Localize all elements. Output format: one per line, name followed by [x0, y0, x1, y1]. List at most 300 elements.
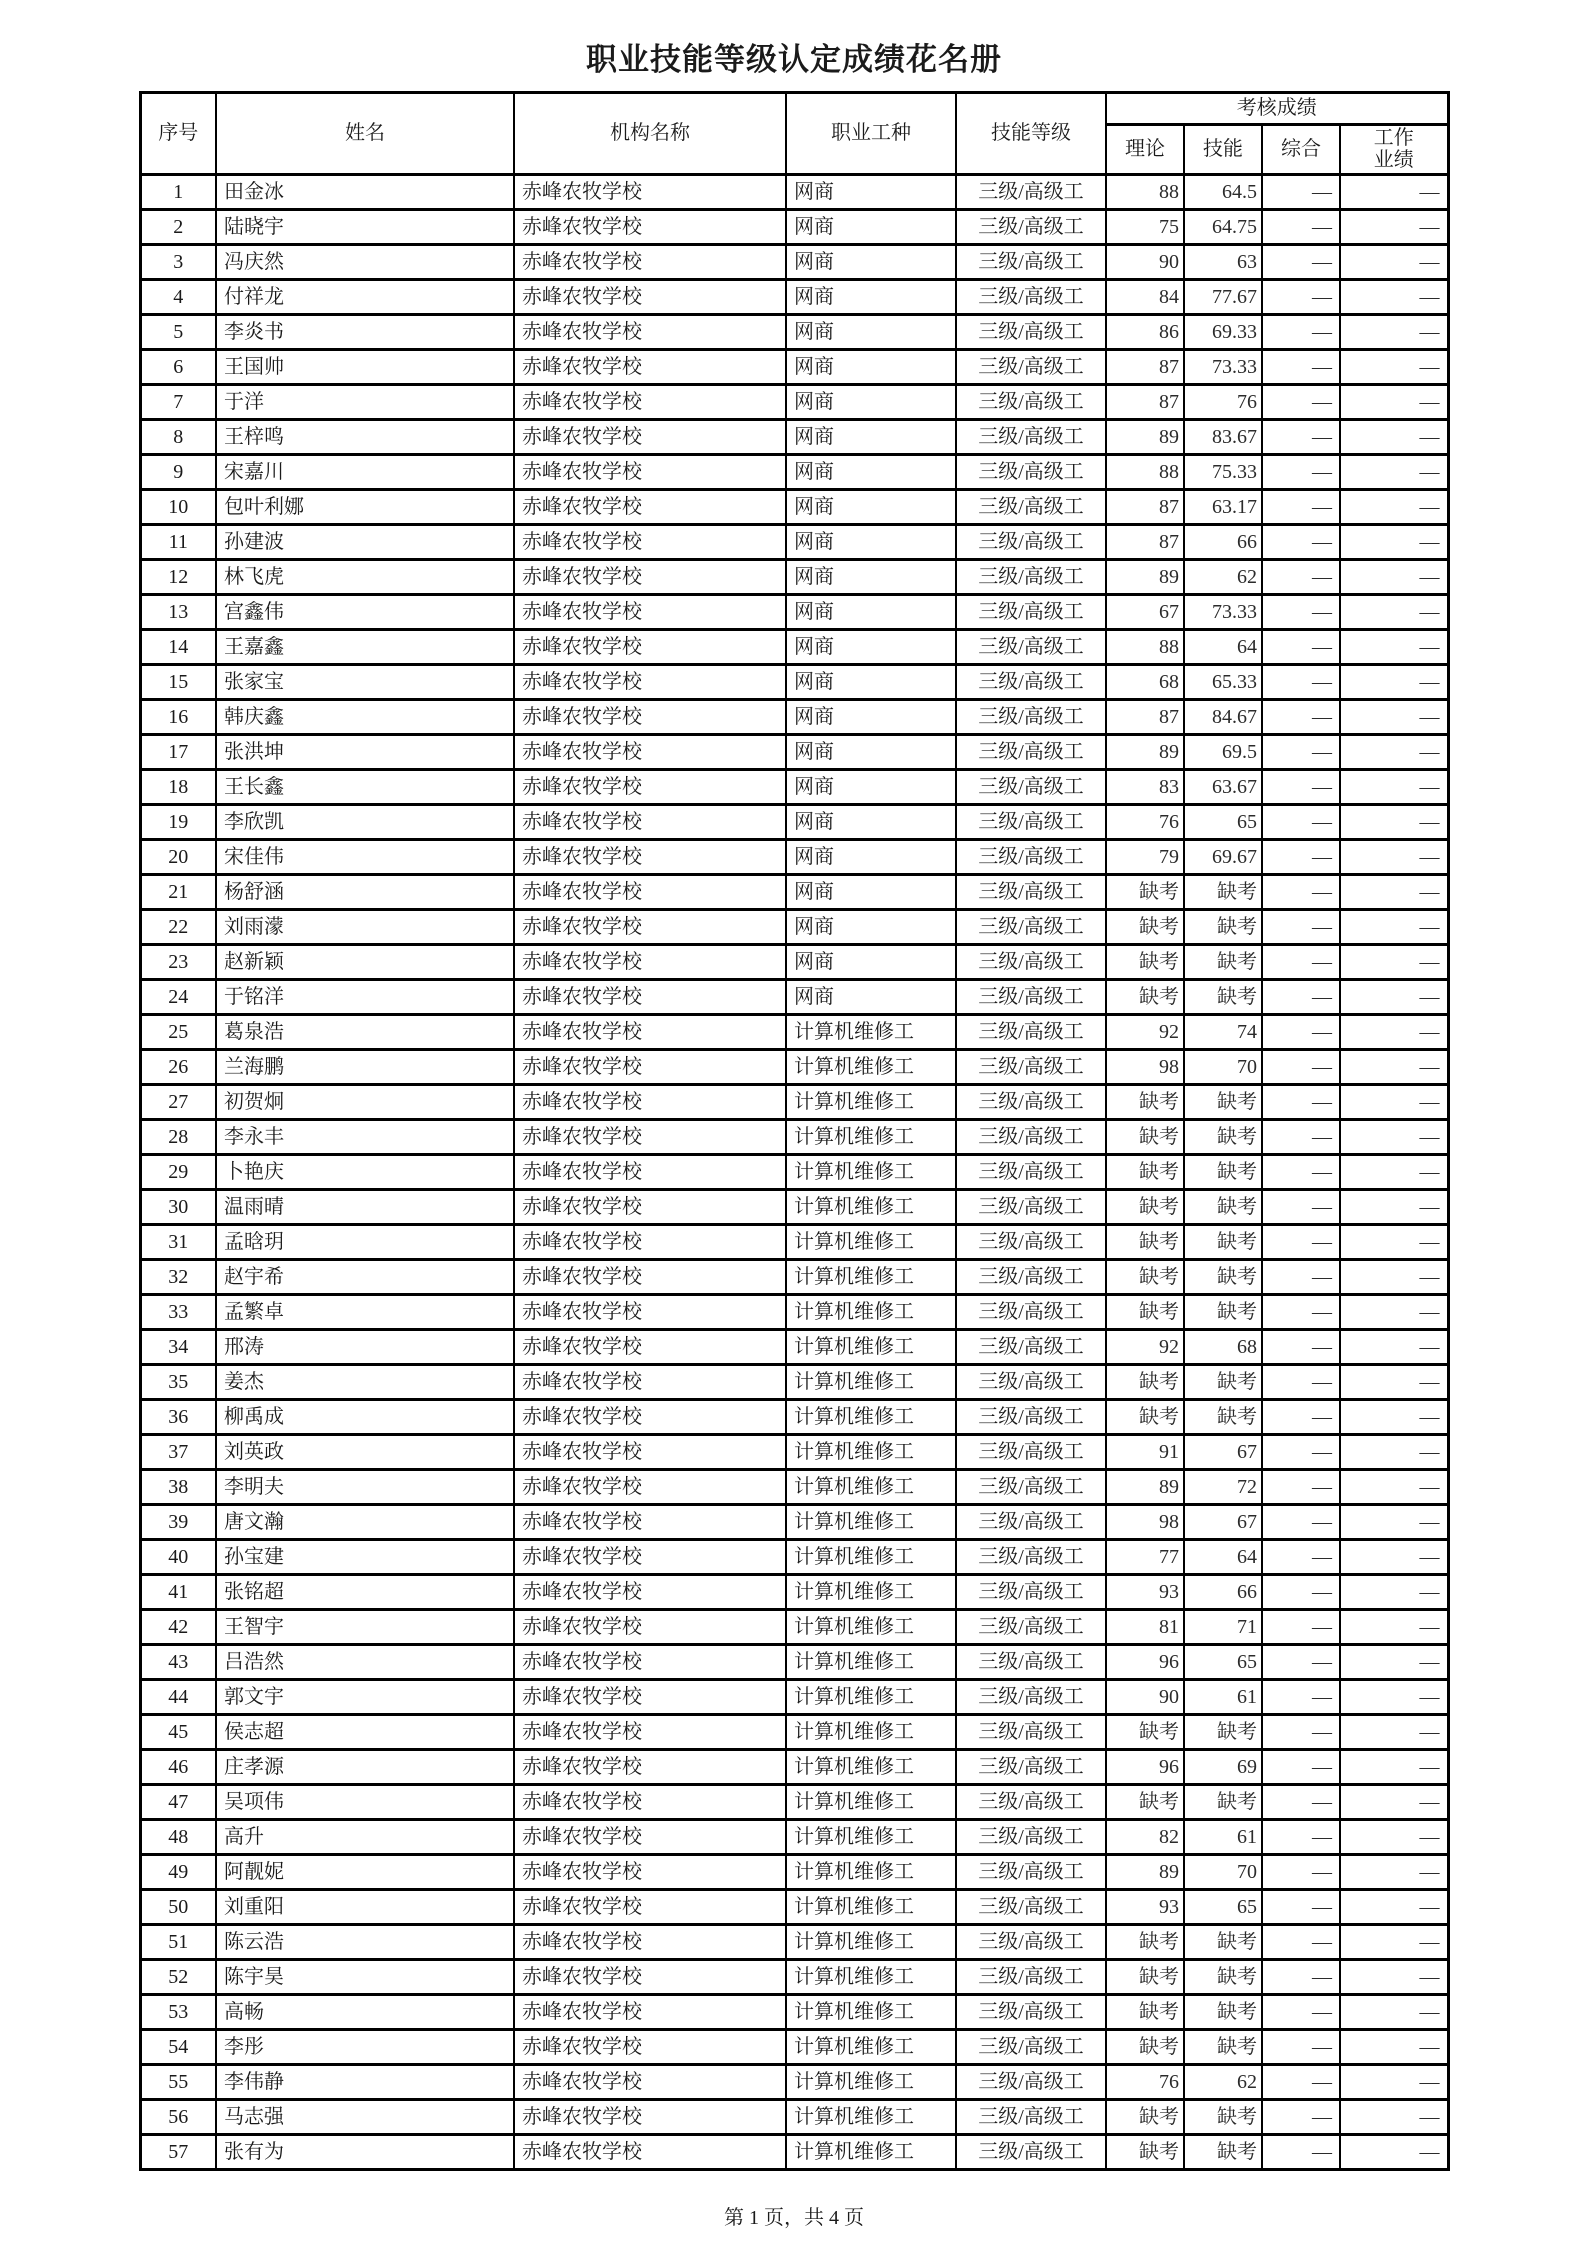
cell-work-performance: — — [1340, 665, 1448, 700]
header-work-performance-label: 工作业绩 — [1373, 127, 1414, 171]
cell-skill: 缺考 — [1184, 980, 1262, 1015]
cell-comprehensive: — — [1262, 1750, 1340, 1785]
cell-occupation: 网商 — [786, 945, 956, 980]
cell-theory: 92 — [1106, 1330, 1184, 1365]
cell-work-performance: — — [1340, 700, 1448, 735]
cell-comprehensive: — — [1262, 420, 1340, 455]
table-row — [140, 350, 1448, 385]
cell-level: 三级/高级工 — [956, 1575, 1106, 1610]
cell-institution: 赤峰农牧学校 — [514, 630, 786, 665]
cell-skill: 64.5 — [1184, 175, 1262, 210]
header-theory: 理论 — [1106, 125, 1184, 175]
cell-index: 32 — [140, 1260, 216, 1295]
cell-comprehensive: — — [1262, 1190, 1340, 1225]
cell-comprehensive: — — [1262, 1505, 1340, 1540]
cell-comprehensive: — — [1262, 385, 1340, 420]
cell-comprehensive: — — [1262, 175, 1340, 210]
cell-theory: 缺考 — [1106, 2135, 1184, 2170]
cell-institution: 赤峰农牧学校 — [514, 1610, 786, 1645]
cell-name: 王国帅 — [216, 350, 514, 385]
cell-name: 张铭超 — [216, 1575, 514, 1610]
cell-work-performance: — — [1340, 1050, 1448, 1085]
cell-institution: 赤峰农牧学校 — [514, 1225, 786, 1260]
cell-name: 付祥龙 — [216, 280, 514, 315]
cell-level: 三级/高级工 — [956, 1820, 1106, 1855]
cell-name: 于洋 — [216, 385, 514, 420]
cell-occupation: 计算机维修工 — [786, 1295, 956, 1330]
cell-theory: 82 — [1106, 1820, 1184, 1855]
cell-index: 33 — [140, 1295, 216, 1330]
cell-name: 李永丰 — [216, 1120, 514, 1155]
table-row — [140, 420, 1448, 455]
cell-institution: 赤峰农牧学校 — [514, 280, 786, 315]
cell-work-performance: — — [1340, 175, 1448, 210]
cell-institution: 赤峰农牧学校 — [514, 875, 786, 910]
table-row — [140, 210, 1448, 245]
cell-institution: 赤峰农牧学校 — [514, 1680, 786, 1715]
cell-theory: 86 — [1106, 315, 1184, 350]
cell-institution: 赤峰农牧学校 — [514, 840, 786, 875]
cell-level: 三级/高级工 — [956, 1050, 1106, 1085]
cell-name: 宋嘉川 — [216, 455, 514, 490]
cell-comprehensive: — — [1262, 805, 1340, 840]
cell-theory: 88 — [1106, 175, 1184, 210]
cell-institution: 赤峰农牧学校 — [514, 1015, 786, 1050]
table-row — [140, 1120, 1448, 1155]
cell-occupation: 计算机维修工 — [786, 1435, 956, 1470]
cell-work-performance: — — [1340, 1015, 1448, 1050]
cell-name: 吴项伟 — [216, 1785, 514, 1820]
page-title: 职业技能等级认定成绩花名册 — [586, 42, 1002, 77]
cell-theory: 缺考 — [1106, 1225, 1184, 1260]
cell-institution: 赤峰农牧学校 — [514, 665, 786, 700]
cell-occupation: 网商 — [786, 455, 956, 490]
table-row — [140, 385, 1448, 420]
cell-comprehensive: — — [1262, 1330, 1340, 1365]
cell-work-performance: — — [1340, 1925, 1448, 1960]
cell-name: 卜艳庆 — [216, 1155, 514, 1190]
cell-comprehensive: — — [1262, 840, 1340, 875]
cell-institution: 赤峰农牧学校 — [514, 245, 786, 280]
cell-theory: 79 — [1106, 840, 1184, 875]
cell-comprehensive: — — [1262, 1645, 1340, 1680]
cell-theory: 缺考 — [1106, 1715, 1184, 1750]
cell-level: 三级/高级工 — [956, 455, 1106, 490]
cell-name: 李彤 — [216, 2030, 514, 2065]
cell-index: 40 — [140, 1540, 216, 1575]
header-occupation: 职业工种 — [786, 93, 956, 175]
cell-comprehensive: — — [1262, 1470, 1340, 1505]
cell-work-performance: — — [1340, 630, 1448, 665]
cell-name: 姜杰 — [216, 1365, 514, 1400]
cell-comprehensive: — — [1262, 875, 1340, 910]
cell-comprehensive: — — [1262, 2065, 1340, 2100]
cell-occupation: 计算机维修工 — [786, 1470, 956, 1505]
cell-level: 三级/高级工 — [956, 875, 1106, 910]
cell-occupation: 计算机维修工 — [786, 1225, 956, 1260]
cell-institution: 赤峰农牧学校 — [514, 490, 786, 525]
cell-institution: 赤峰农牧学校 — [514, 1085, 786, 1120]
cell-index: 23 — [140, 945, 216, 980]
cell-institution: 赤峰农牧学校 — [514, 1540, 786, 1575]
cell-name: 宫鑫伟 — [216, 595, 514, 630]
cell-comprehensive: — — [1262, 350, 1340, 385]
cell-comprehensive: — — [1262, 1855, 1340, 1890]
cell-theory: 83 — [1106, 770, 1184, 805]
cell-theory: 67 — [1106, 595, 1184, 630]
cell-occupation: 网商 — [786, 315, 956, 350]
table-row — [140, 2100, 1448, 2135]
cell-index: 29 — [140, 1155, 216, 1190]
cell-theory: 缺考 — [1106, 1995, 1184, 2030]
cell-institution: 赤峰农牧学校 — [514, 1295, 786, 1330]
cell-skill: 65.33 — [1184, 665, 1262, 700]
cell-comprehensive: — — [1262, 1155, 1340, 1190]
cell-level: 三级/高级工 — [956, 525, 1106, 560]
cell-comprehensive: — — [1262, 2100, 1340, 2135]
cell-institution: 赤峰农牧学校 — [514, 175, 786, 210]
cell-comprehensive: — — [1262, 945, 1340, 980]
table-row — [140, 1400, 1448, 1435]
cell-index: 56 — [140, 2100, 216, 2135]
header-row-group — [140, 93, 1448, 125]
cell-name: 包叶利娜 — [216, 490, 514, 525]
cell-work-performance: — — [1340, 490, 1448, 525]
cell-index: 43 — [140, 1645, 216, 1680]
table-row — [140, 1995, 1448, 2030]
cell-work-performance: — — [1340, 1295, 1448, 1330]
cell-name: 李欣凯 — [216, 805, 514, 840]
cell-index: 3 — [140, 245, 216, 280]
cell-theory: 缺考 — [1106, 1785, 1184, 1820]
cell-institution: 赤峰农牧学校 — [514, 1995, 786, 2030]
cell-institution: 赤峰农牧学校 — [514, 1855, 786, 1890]
cell-theory: 缺考 — [1106, 1155, 1184, 1190]
table-row — [140, 560, 1448, 595]
cell-name: 田金冰 — [216, 175, 514, 210]
cell-comprehensive: — — [1262, 980, 1340, 1015]
cell-work-performance: — — [1340, 1330, 1448, 1365]
cell-theory: 88 — [1106, 455, 1184, 490]
cell-index: 20 — [140, 840, 216, 875]
cell-theory: 75 — [1106, 210, 1184, 245]
cell-skill: 71 — [1184, 1610, 1262, 1645]
cell-work-performance: — — [1340, 595, 1448, 630]
cell-work-performance: — — [1340, 1645, 1448, 1680]
cell-work-performance: — — [1340, 1750, 1448, 1785]
cell-theory: 87 — [1106, 350, 1184, 385]
cell-occupation: 计算机维修工 — [786, 2135, 956, 2170]
cell-level: 三级/高级工 — [956, 700, 1106, 735]
cell-occupation: 计算机维修工 — [786, 1050, 956, 1085]
cell-index: 47 — [140, 1785, 216, 1820]
cell-comprehensive: — — [1262, 1120, 1340, 1155]
cell-institution: 赤峰农牧学校 — [514, 770, 786, 805]
cell-institution: 赤峰农牧学校 — [514, 2100, 786, 2135]
cell-work-performance: — — [1340, 2100, 1448, 2135]
cell-level: 三级/高级工 — [956, 945, 1106, 980]
cell-comprehensive: — — [1262, 560, 1340, 595]
cell-occupation: 计算机维修工 — [786, 1155, 956, 1190]
cell-skill: 63.17 — [1184, 490, 1262, 525]
cell-skill: 缺考 — [1184, 1365, 1262, 1400]
cell-name: 吕浩然 — [216, 1645, 514, 1680]
cell-occupation: 网商 — [786, 280, 956, 315]
cell-occupation: 计算机维修工 — [786, 1925, 956, 1960]
cell-occupation: 网商 — [786, 350, 956, 385]
table-row — [140, 1540, 1448, 1575]
cell-index: 54 — [140, 2030, 216, 2065]
cell-skill: 缺考 — [1184, 2030, 1262, 2065]
cell-comprehensive: — — [1262, 1400, 1340, 1435]
cell-comprehensive: — — [1262, 1785, 1340, 1820]
cell-skill: 缺考 — [1184, 1715, 1262, 1750]
cell-occupation: 网商 — [786, 910, 956, 945]
cell-index: 53 — [140, 1995, 216, 2030]
cell-comprehensive: — — [1262, 525, 1340, 560]
cell-index: 46 — [140, 1750, 216, 1785]
cell-level: 三级/高级工 — [956, 1120, 1106, 1155]
cell-name: 赵新颖 — [216, 945, 514, 980]
cell-work-performance: — — [1340, 735, 1448, 770]
cell-level: 三级/高级工 — [956, 1680, 1106, 1715]
cell-skill: 76 — [1184, 385, 1262, 420]
cell-comprehensive: — — [1262, 1365, 1340, 1400]
cell-theory: 93 — [1106, 1575, 1184, 1610]
cell-index: 5 — [140, 315, 216, 350]
cell-theory: 缺考 — [1106, 1120, 1184, 1155]
cell-theory: 77 — [1106, 1540, 1184, 1575]
cell-index: 42 — [140, 1610, 216, 1645]
cell-level: 三级/高级工 — [956, 1085, 1106, 1120]
table-row — [140, 1190, 1448, 1225]
cell-name: 庄孝源 — [216, 1750, 514, 1785]
cell-level: 三级/高级工 — [956, 595, 1106, 630]
cell-theory: 缺考 — [1106, 875, 1184, 910]
cell-level: 三级/高级工 — [956, 1225, 1106, 1260]
cell-index: 25 — [140, 1015, 216, 1050]
cell-index: 27 — [140, 1085, 216, 1120]
cell-index: 6 — [140, 350, 216, 385]
cell-occupation: 计算机维修工 — [786, 2100, 956, 2135]
cell-index: 50 — [140, 1890, 216, 1925]
cell-occupation: 网商 — [786, 665, 956, 700]
cell-name: 张洪坤 — [216, 735, 514, 770]
cell-skill: 64 — [1184, 630, 1262, 665]
cell-work-performance: — — [1340, 2065, 1448, 2100]
cell-work-performance: — — [1340, 1225, 1448, 1260]
cell-work-performance: — — [1340, 1680, 1448, 1715]
table-row — [140, 595, 1448, 630]
table-row — [140, 1330, 1448, 1365]
cell-skill: 77.67 — [1184, 280, 1262, 315]
cell-skill: 66 — [1184, 1575, 1262, 1610]
cell-occupation: 计算机维修工 — [786, 1365, 956, 1400]
table-row — [140, 1890, 1448, 1925]
cell-name: 马志强 — [216, 2100, 514, 2135]
cell-index: 9 — [140, 455, 216, 490]
cell-institution: 赤峰农牧学校 — [514, 1435, 786, 1470]
cell-skill: 84.67 — [1184, 700, 1262, 735]
cell-theory: 缺考 — [1106, 1190, 1184, 1225]
cell-occupation: 计算机维修工 — [786, 1645, 956, 1680]
cell-level: 三级/高级工 — [956, 2030, 1106, 2065]
table-row — [140, 1470, 1448, 1505]
cell-work-performance: — — [1340, 280, 1448, 315]
header-score-group: 考核成绩 — [1106, 93, 1448, 125]
cell-occupation: 网商 — [786, 245, 956, 280]
cell-occupation: 计算机维修工 — [786, 1190, 956, 1225]
cell-level: 三级/高级工 — [956, 1295, 1106, 1330]
cell-comprehensive: — — [1262, 1610, 1340, 1645]
cell-name: 兰海鹏 — [216, 1050, 514, 1085]
cell-name: 张有为 — [216, 2135, 514, 2170]
cell-name: 韩庆鑫 — [216, 700, 514, 735]
cell-skill: 63 — [1184, 245, 1262, 280]
cell-institution: 赤峰农牧学校 — [514, 560, 786, 595]
cell-occupation: 网商 — [786, 980, 956, 1015]
cell-theory: 76 — [1106, 805, 1184, 840]
table-row — [140, 630, 1448, 665]
cell-work-performance: — — [1340, 455, 1448, 490]
cell-institution: 赤峰农牧学校 — [514, 1470, 786, 1505]
cell-theory: 96 — [1106, 1750, 1184, 1785]
cell-work-performance: — — [1340, 1120, 1448, 1155]
cell-name: 刘雨濛 — [216, 910, 514, 945]
cell-skill: 缺考 — [1184, 1995, 1262, 2030]
cell-theory: 98 — [1106, 1050, 1184, 1085]
cell-occupation: 计算机维修工 — [786, 2030, 956, 2065]
table-row — [140, 840, 1448, 875]
table-row — [140, 1225, 1448, 1260]
cell-work-performance: — — [1340, 1610, 1448, 1645]
cell-index: 22 — [140, 910, 216, 945]
table-row — [140, 1715, 1448, 1750]
cell-institution: 赤峰农牧学校 — [514, 735, 786, 770]
cell-theory: 缺考 — [1106, 1365, 1184, 1400]
cell-comprehensive: — — [1262, 1435, 1340, 1470]
cell-theory: 98 — [1106, 1505, 1184, 1540]
table-row — [140, 245, 1448, 280]
cell-level: 三级/高级工 — [956, 665, 1106, 700]
cell-skill: 62 — [1184, 560, 1262, 595]
cell-level: 三级/高级工 — [956, 1155, 1106, 1190]
cell-institution: 赤峰农牧学校 — [514, 1155, 786, 1190]
cell-name: 王智宇 — [216, 1610, 514, 1645]
cell-work-performance: — — [1340, 840, 1448, 875]
table-row — [140, 1155, 1448, 1190]
cell-work-performance: — — [1340, 1400, 1448, 1435]
cell-theory: 68 — [1106, 665, 1184, 700]
cell-name: 柳禹成 — [216, 1400, 514, 1435]
table-row — [140, 175, 1448, 210]
cell-comprehensive: — — [1262, 315, 1340, 350]
cell-theory: 76 — [1106, 2065, 1184, 2100]
cell-skill: 缺考 — [1184, 1120, 1262, 1155]
cell-work-performance: — — [1340, 1435, 1448, 1470]
header-name: 姓名 — [216, 93, 514, 175]
cell-index: 12 — [140, 560, 216, 595]
cell-work-performance: — — [1340, 560, 1448, 595]
cell-level: 三级/高级工 — [956, 175, 1106, 210]
table-row — [140, 1015, 1448, 1050]
table-row — [140, 490, 1448, 525]
cell-theory: 缺考 — [1106, 1925, 1184, 1960]
cell-index: 34 — [140, 1330, 216, 1365]
cell-level: 三级/高级工 — [956, 1890, 1106, 1925]
header-work-performance — [1340, 125, 1448, 175]
cell-index: 28 — [140, 1120, 216, 1155]
cell-occupation: 计算机维修工 — [786, 1540, 956, 1575]
cell-work-performance: — — [1340, 2135, 1448, 2170]
cell-skill: 缺考 — [1184, 2135, 1262, 2170]
cell-institution: 赤峰农牧学校 — [514, 420, 786, 455]
cell-occupation: 计算机维修工 — [786, 1260, 956, 1295]
cell-level: 三级/高级工 — [956, 770, 1106, 805]
cell-skill: 61 — [1184, 1820, 1262, 1855]
table-row — [140, 1750, 1448, 1785]
cell-theory: 90 — [1106, 245, 1184, 280]
cell-level: 三级/高级工 — [956, 1470, 1106, 1505]
cell-level: 三级/高级工 — [956, 1260, 1106, 1295]
cell-work-performance: — — [1340, 1540, 1448, 1575]
cell-work-performance: — — [1340, 1785, 1448, 1820]
cell-occupation: 网商 — [786, 840, 956, 875]
cell-comprehensive: — — [1262, 2030, 1340, 2065]
cell-comprehensive: — — [1262, 1820, 1340, 1855]
cell-level: 三级/高级工 — [956, 1190, 1106, 1225]
cell-skill: 缺考 — [1184, 910, 1262, 945]
cell-index: 55 — [140, 2065, 216, 2100]
cell-index: 49 — [140, 1855, 216, 1890]
table-row — [140, 1295, 1448, 1330]
cell-level: 三级/高级工 — [956, 1715, 1106, 1750]
cell-name: 王长鑫 — [216, 770, 514, 805]
cell-comprehensive: — — [1262, 1715, 1340, 1750]
cell-level: 三级/高级工 — [956, 1855, 1106, 1890]
cell-comprehensive: — — [1262, 280, 1340, 315]
table-row — [140, 1260, 1448, 1295]
cell-work-performance: — — [1340, 350, 1448, 385]
cell-institution: 赤峰农牧学校 — [514, 910, 786, 945]
cell-index: 44 — [140, 1680, 216, 1715]
cell-comprehensive: — — [1262, 1085, 1340, 1120]
cell-index: 11 — [140, 525, 216, 560]
cell-index: 31 — [140, 1225, 216, 1260]
cell-comprehensive: — — [1262, 1260, 1340, 1295]
cell-level: 三级/高级工 — [956, 1505, 1106, 1540]
cell-theory: 88 — [1106, 630, 1184, 665]
cell-skill: 67 — [1184, 1505, 1262, 1540]
cell-occupation: 计算机维修工 — [786, 1785, 956, 1820]
cell-theory: 91 — [1106, 1435, 1184, 1470]
cell-skill: 缺考 — [1184, 1155, 1262, 1190]
cell-level: 三级/高级工 — [956, 315, 1106, 350]
cell-occupation: 计算机维修工 — [786, 2065, 956, 2100]
cell-institution: 赤峰农牧学校 — [514, 1645, 786, 1680]
cell-theory: 缺考 — [1106, 910, 1184, 945]
cell-institution: 赤峰农牧学校 — [514, 1890, 786, 1925]
cell-comprehensive: — — [1262, 1995, 1340, 2030]
header-index: 序号 — [140, 93, 216, 175]
cell-index: 1 — [140, 175, 216, 210]
table-row — [140, 2030, 1448, 2065]
cell-institution: 赤峰农牧学校 — [514, 1715, 786, 1750]
cell-skill: 66 — [1184, 525, 1262, 560]
cell-comprehensive: — — [1262, 1890, 1340, 1925]
cell-institution: 赤峰农牧学校 — [514, 1750, 786, 1785]
table-row — [140, 770, 1448, 805]
